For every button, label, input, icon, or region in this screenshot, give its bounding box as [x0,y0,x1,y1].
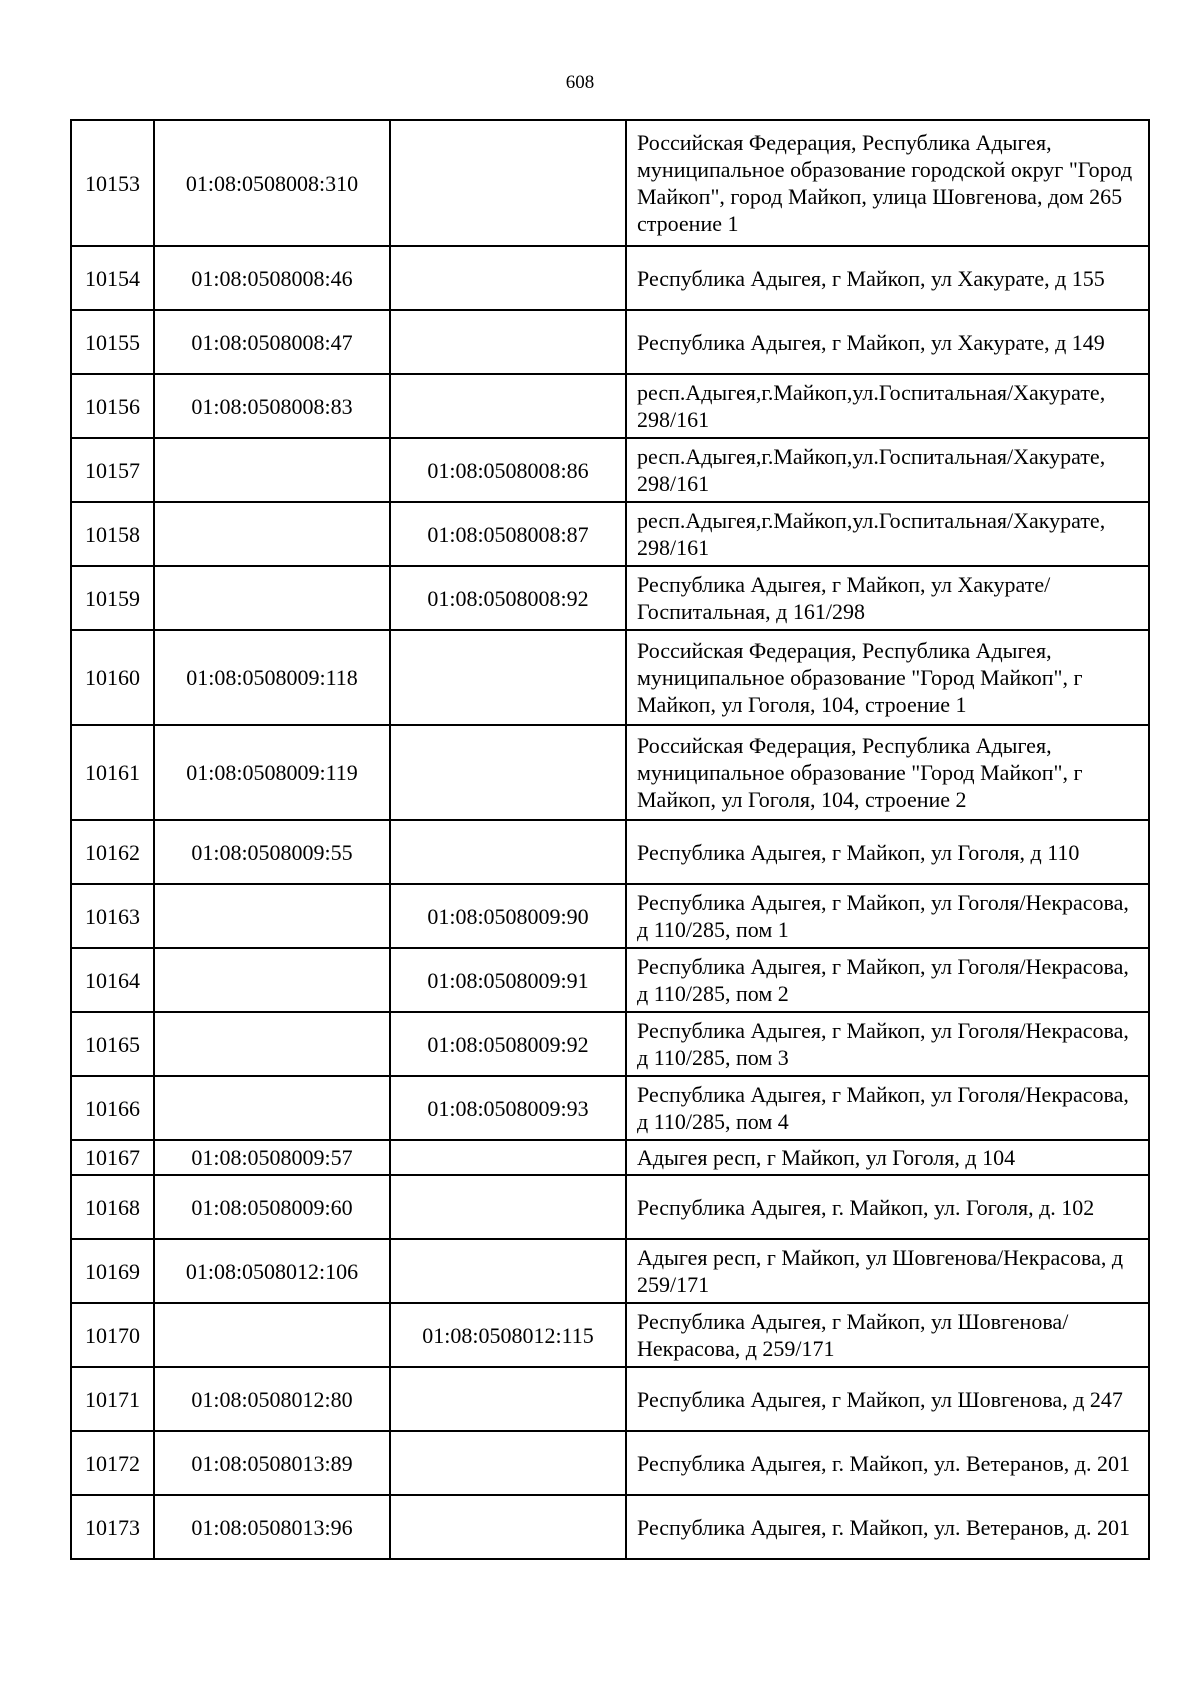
address-cell: Республика Адыгея, г Майкоп, ул Хакурате, д 155 [626,246,1149,310]
row-number-cell: 10160 [71,630,154,725]
address-cell: Республика Адыгея, г Майкоп, ул Хакурате, д 149 [626,310,1149,374]
table-row [71,1431,1149,1495]
row-number-cell: 10164 [71,948,154,1012]
cadastral-number-cell: 01:08:0508009:60 [154,1175,390,1239]
table-row [71,310,1149,374]
cadastral-number-cell: 01:08:0508009:57 [154,1140,390,1175]
object-number-cell [390,1431,626,1495]
address-cell: Республика Адыгея, г Майкоп, ул Гоголя, д 110 [626,820,1149,884]
row-number-cell: 10173 [71,1495,154,1559]
cadastral-number-cell: 01:08:0508008:46 [154,246,390,310]
address-cell: Российская Федерация, Республика Адыгея, муниципальное образование "Город Майкоп", г Майкоп, ул Гоголя, 104, строение 1 [626,630,1149,725]
cadastral-number-cell: 01:08:0508013:96 [154,1495,390,1559]
table-row [71,438,1149,502]
table-row [71,948,1149,1012]
row-number-cell: 10159 [71,566,154,630]
registry-table-body [71,120,1149,1559]
object-number-cell [390,1175,626,1239]
address-cell: Республика Адыгея, г. Майкоп, ул. Ветеранов, д. 201 [626,1431,1149,1495]
address-cell: респ.Адыгея,г.Майкоп,ул.Госпитальная/Хакурате, 298/161 [626,438,1149,502]
address-cell: Республика Адыгея, г Майкоп, ул Хакурате/Госпитальная, д 161/298 [626,566,1149,630]
object-number-cell: 01:08:0508009:93 [390,1076,626,1140]
row-number-cell: 10158 [71,502,154,566]
object-number-cell: 01:08:0508009:92 [390,1012,626,1076]
object-number-cell [390,374,626,438]
table-row [71,725,1149,820]
table-row [71,246,1149,310]
address-cell: Республика Адыгея, г Майкоп, ул Шовгенова/Некрасова, д 259/171 [626,1303,1149,1367]
object-number-cell [390,1367,626,1431]
cadastral-number-cell [154,502,390,566]
object-number-cell: 01:08:0508008:87 [390,502,626,566]
address-cell: Российская Федерация, Республика Адыгея, муниципальное образование городской округ "Город Майкоп", город Майкоп, улица Шовгенова, дом 265 строение 1 [626,120,1149,246]
object-number-cell: 01:08:0508008:86 [390,438,626,502]
row-number-cell: 10167 [71,1140,154,1175]
address-cell: Российская Федерация, Республика Адыгея, муниципальное образование "Город Майкоп", г Майкоп, ул Гоголя, 104, строение 2 [626,725,1149,820]
table-row [71,566,1149,630]
page-number: 608 [565,72,595,93]
table-row [71,1012,1149,1076]
object-number-cell [390,120,626,246]
cadastral-number-cell [154,566,390,630]
object-number-cell [390,1140,626,1175]
object-number-cell: 01:08:0508009:91 [390,948,626,1012]
cadastral-number-cell [154,438,390,502]
cadastral-number-cell: 01:08:0508009:55 [154,820,390,884]
address-cell: Республика Адыгея, г Майкоп, ул Гоголя/Некрасова, д 110/285, пом 4 [626,1076,1149,1140]
cadastral-number-cell [154,1303,390,1367]
cadastral-number-cell: 01:08:0508013:89 [154,1431,390,1495]
row-number-cell: 10156 [71,374,154,438]
object-number-cell: 01:08:0508008:92 [390,566,626,630]
address-cell: Республика Адыгея, г. Майкоп, ул. Гоголя, д. 102 [626,1175,1149,1239]
address-cell: Адыгея респ, г Майкоп, ул Шовгенова/Некрасова, д 259/171 [626,1239,1149,1303]
row-number-cell: 10153 [71,120,154,246]
object-number-cell [390,1239,626,1303]
cadastral-number-cell [154,1076,390,1140]
table-row [71,1175,1149,1239]
object-number-cell [390,1495,626,1559]
row-number-cell: 10163 [71,884,154,948]
object-number-cell: 01:08:0508012:115 [390,1303,626,1367]
row-number-cell: 10171 [71,1367,154,1431]
cadastral-number-cell: 01:08:0508009:118 [154,630,390,725]
row-number-cell: 10168 [71,1175,154,1239]
address-cell: Республика Адыгея, г. Майкоп, ул. Ветеранов, д. 201 [626,1495,1149,1559]
row-number-cell: 10155 [71,310,154,374]
address-cell: респ.Адыгея,г.Майкоп,ул.Госпитальная/Хакурате, 298/161 [626,374,1149,438]
object-number-cell [390,725,626,820]
object-number-cell [390,820,626,884]
cadastral-number-cell: 01:08:0508008:47 [154,310,390,374]
table-row [71,1076,1149,1140]
row-number-cell: 10162 [71,820,154,884]
table-row [71,884,1149,948]
address-cell: Республика Адыгея, г Майкоп, ул Гоголя/Некрасова, д 110/285, пом 3 [626,1012,1149,1076]
cadastral-number-cell [154,948,390,1012]
cadastral-number-cell: 01:08:0508009:119 [154,725,390,820]
address-cell: респ.Адыгея,г.Майкоп,ул.Госпитальная/Хакурате, 298/161 [626,502,1149,566]
address-cell: Республика Адыгея, г Майкоп, ул Шовгенова, д 247 [626,1367,1149,1431]
cadastral-number-cell [154,884,390,948]
row-number-cell: 10170 [71,1303,154,1367]
table-row [71,502,1149,566]
table-row [71,820,1149,884]
cadastral-number-cell: 01:08:0508012:80 [154,1367,390,1431]
row-number-cell: 10169 [71,1239,154,1303]
table-row [71,1495,1149,1559]
address-cell: Адыгея респ, г Майкоп, ул Гоголя, д 104 [626,1140,1149,1175]
row-number-cell: 10157 [71,438,154,502]
table-row [71,1303,1149,1367]
table-row [71,1239,1149,1303]
row-number-cell: 10165 [71,1012,154,1076]
cadastral-number-cell [154,1012,390,1076]
address-cell: Республика Адыгея, г Майкоп, ул Гоголя/Некрасова, д 110/285, пом 2 [626,948,1149,1012]
object-number-cell: 01:08:0508009:90 [390,884,626,948]
object-number-cell [390,246,626,310]
object-number-cell [390,630,626,725]
table-row [71,630,1149,725]
cadastral-number-cell: 01:08:0508008:310 [154,120,390,246]
cadastral-number-cell: 01:08:0508008:83 [154,374,390,438]
registry-table [70,119,1150,1560]
address-cell: Республика Адыгея, г Майкоп, ул Гоголя/Некрасова, д 110/285, пом 1 [626,884,1149,948]
table-row [71,374,1149,438]
row-number-cell: 10161 [71,725,154,820]
table-row [71,1140,1149,1175]
table-row [71,1367,1149,1431]
cadastral-number-cell: 01:08:0508012:106 [154,1239,390,1303]
table-row [71,120,1149,246]
row-number-cell: 10172 [71,1431,154,1495]
row-number-cell: 10166 [71,1076,154,1140]
object-number-cell [390,310,626,374]
row-number-cell: 10154 [71,246,154,310]
